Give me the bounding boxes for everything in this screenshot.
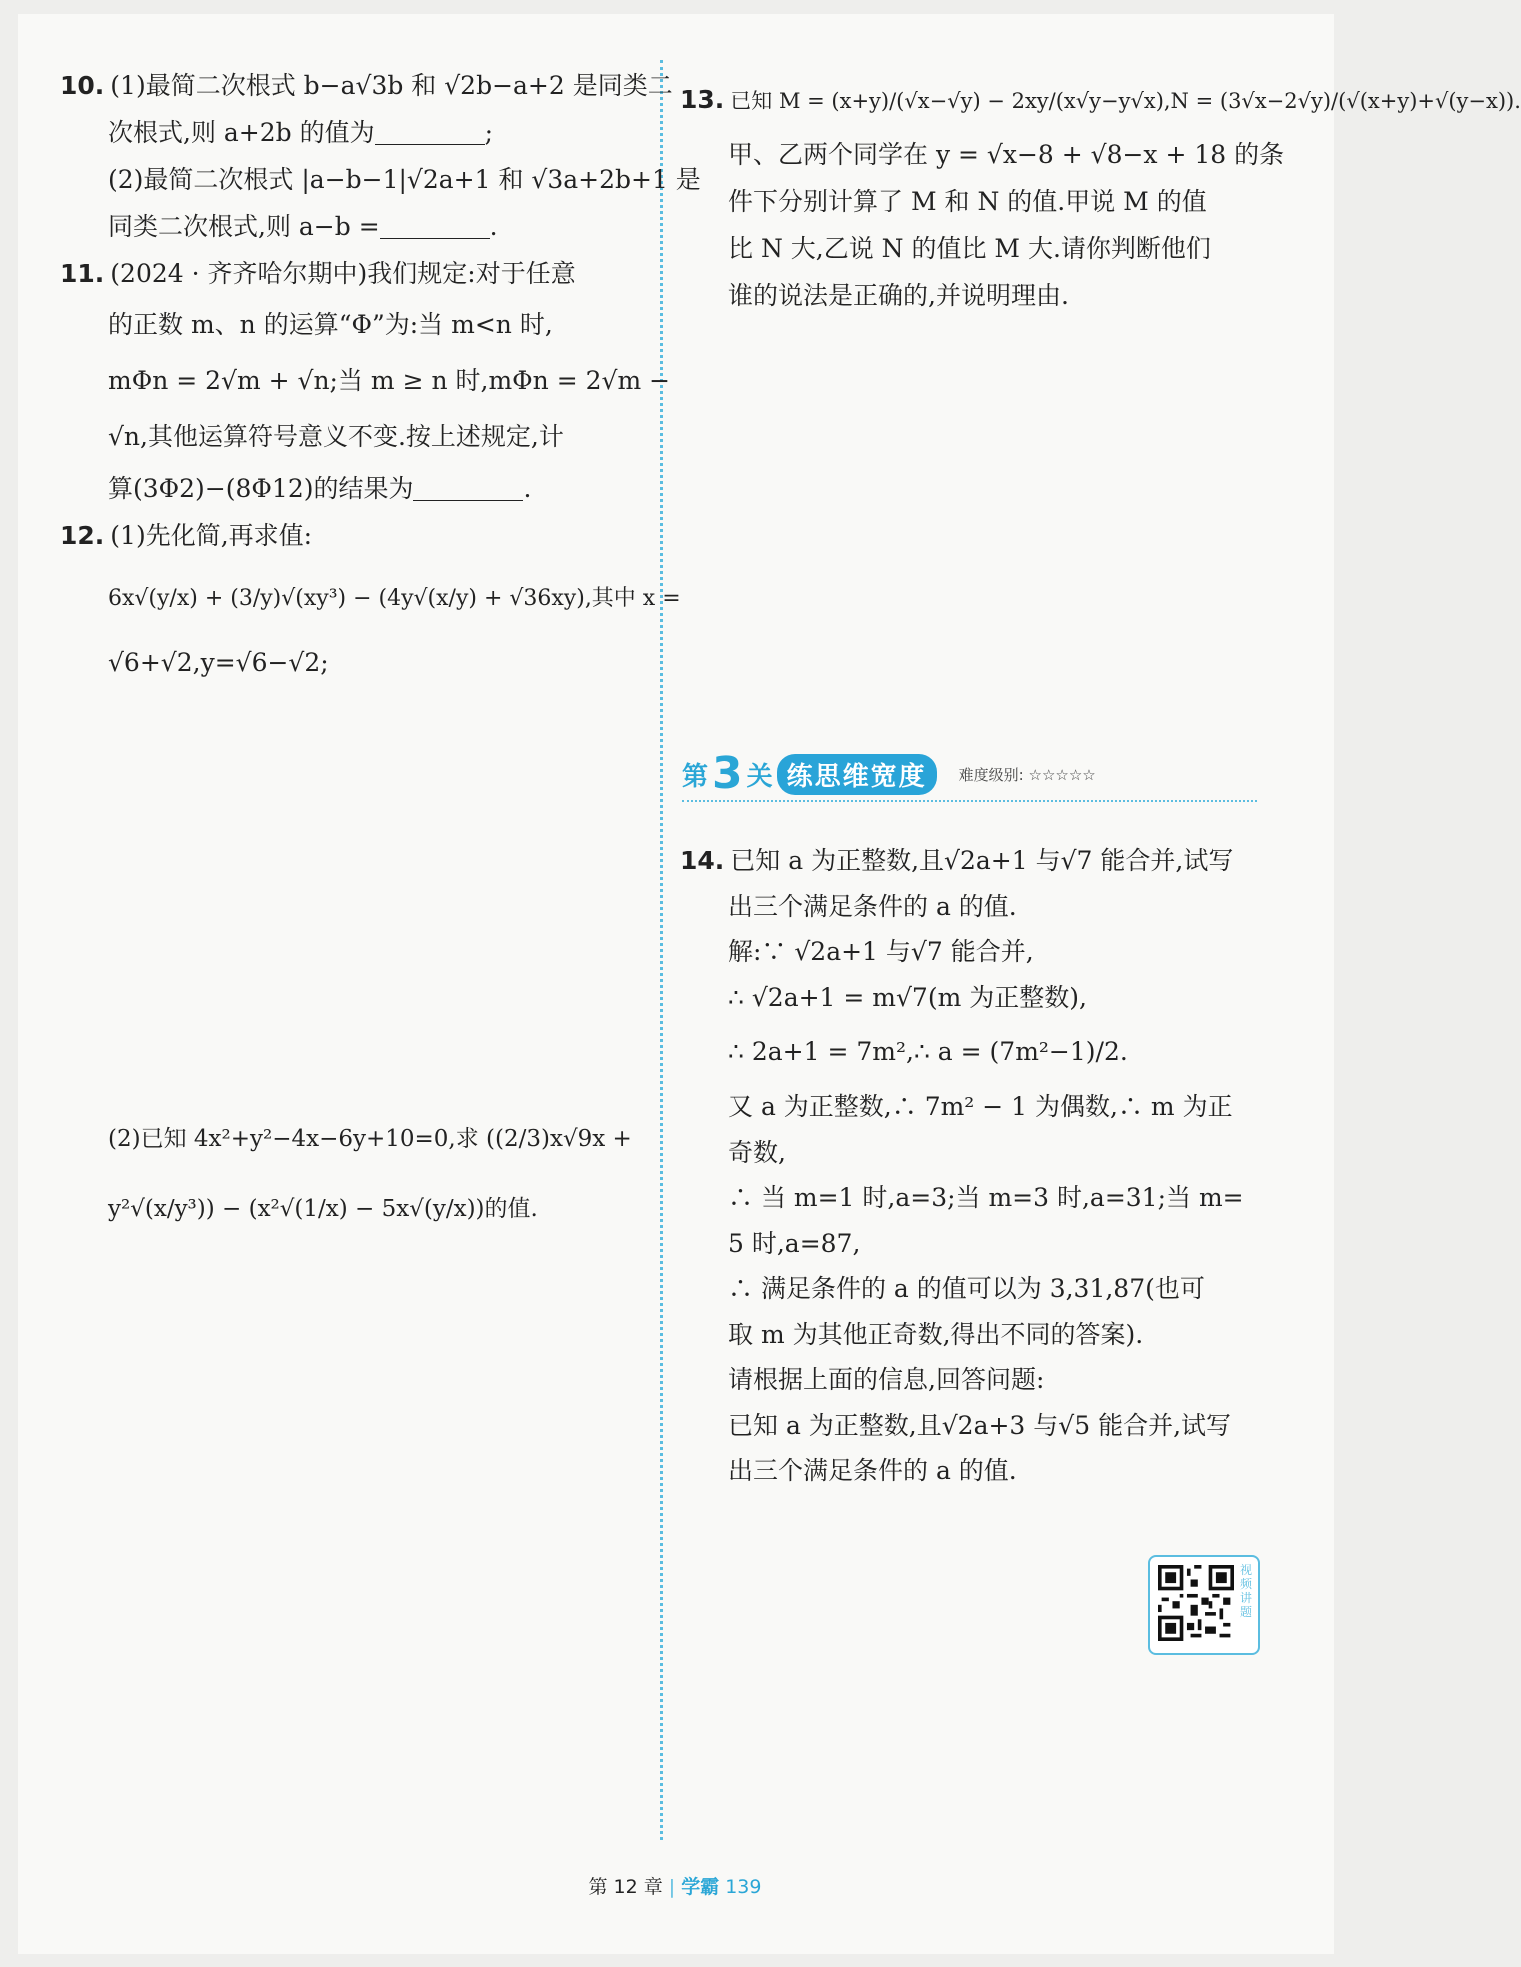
q13-line5: 谁的说法是正确的,并说明理由. xyxy=(728,281,1069,310)
chapter-label: 第 12 章 xyxy=(588,1876,663,1898)
q13-line4: 比 N 大,乙说 N 的值比 M 大.请你判断他们 xyxy=(728,234,1211,263)
q14-solution-10: 请根据上面的信息,回答问题: xyxy=(728,1365,1045,1394)
q11-line1: (2024 · 齐齐哈尔期中)我们规定:对于任意 xyxy=(110,259,576,288)
q11-line4: √n,其他运算符号意义不变.按上述规定,计 xyxy=(108,422,564,451)
question-number: 13. xyxy=(680,85,725,114)
q12-part2-line1: (2)已知 4x²+y²−4x−6y+10=0,求 ((2/3)x√9x + xyxy=(108,1126,632,1152)
punctuation: ; xyxy=(484,118,494,147)
question-12 xyxy=(60,512,681,1244)
question-14 xyxy=(680,838,1280,1494)
question-number: 12. xyxy=(60,521,105,550)
q14-solution-5: 奇数, xyxy=(728,1137,786,1167)
right-column xyxy=(680,70,1521,319)
left-column xyxy=(60,62,701,1244)
q14-solution-9: 取 m 为其他正奇数,得出不同的答案). xyxy=(728,1319,1144,1349)
question-13 xyxy=(680,70,1521,319)
q14-solution-4: 又 a 为正整数,∴ 7m² − 1 为偶数,∴ m 为正 xyxy=(728,1092,1233,1121)
q14-line1: 已知 a 为正整数,且√2a+1 与√7 能合并,试写 xyxy=(730,846,1234,875)
q11-line3: mΦn = 2√m + √n;当 m ≥ n 时,mΦn = 2√m − xyxy=(108,366,671,395)
q13-line3: 件下分别计算了 M 和 N 的值.甲说 M 的值 xyxy=(728,187,1207,216)
q11-line5: 算(3Φ2)−(8Φ12)的结果为 xyxy=(108,474,414,503)
qr-label: 视频讲题 xyxy=(1240,1563,1253,1619)
section-prefix: 第 xyxy=(682,761,709,792)
section-suffix: 关 xyxy=(746,761,773,792)
question-11 xyxy=(60,250,671,512)
question-number: 14. xyxy=(680,846,725,875)
qr-code-icon xyxy=(1158,1565,1234,1641)
q14-solution-8: ∴ 满足条件的 a 的值可以为 3,31,87(也可 xyxy=(728,1274,1205,1303)
q14-solution-12: 出三个满足条件的 a 的值. xyxy=(728,1456,1017,1485)
punctuation: . xyxy=(523,474,532,503)
q12-part1-values: √6+√2,y=√6−√2; xyxy=(108,648,329,677)
section-header xyxy=(682,748,1272,812)
section-title: 练思维宽度 xyxy=(777,754,937,795)
difficulty-rating: 难度级别: ☆☆☆☆☆ xyxy=(958,765,1096,784)
page-number: 139 xyxy=(725,1876,762,1898)
question-number: 11. xyxy=(60,259,105,288)
q14-solution-7: 5 时,a=87, xyxy=(728,1228,861,1258)
section-number: 3 xyxy=(712,748,743,799)
q14-solution-1: 解:∵ √2a+1 与√7 能合并, xyxy=(728,937,1034,966)
q12-part1-title: (1)先化简,再求值: xyxy=(110,521,313,550)
section-divider xyxy=(682,800,1257,802)
video-qr-code[interactable] xyxy=(1148,1555,1260,1655)
answer-space[interactable] xyxy=(60,686,650,1104)
q13-line1: 已知 M = (x+y)/(√x−√y) − 2xy/(x√y−y√x),N = (3√x−2√y)/(√(x+y)+√(y−x)). xyxy=(730,89,1521,113)
punctuation: . xyxy=(489,212,498,241)
q10-part1-line2: 次根式,则 a+2b 的值为 xyxy=(108,118,375,147)
q11-line2: 的正数 m、n 的运算“Φ”为:当 m<n 时, xyxy=(108,310,553,339)
q10-part2-line2: 同类二次根式,则 a−b = xyxy=(108,212,380,241)
q14-line2: 出三个满足条件的 a 的值. xyxy=(728,891,1017,921)
answer-blank[interactable] xyxy=(380,213,490,239)
q12-part2-line2: y²√(x/y³)) − (x²√(1/x) − 5x√(y/x))的值. xyxy=(108,1196,538,1222)
q12-part1-expression: 6x√(y/x) + (3/y)√(xy³) − (4y√(x/y) + √36xy),其中 x = xyxy=(108,586,681,611)
q13-line2: 甲、乙两个同学在 y = √x−8 + √8−x + 18 的条 xyxy=(728,140,1285,169)
q10-part1-line1: (1)最简二次根式 b−a√3b 和 √2b−a+2 是同类二 xyxy=(110,71,673,100)
q14-solution-2: ∴ √2a+1 = m√7(m 为正整数), xyxy=(728,982,1087,1012)
answer-blank[interactable] xyxy=(413,475,523,501)
brand-label: 学霸 xyxy=(681,1876,720,1898)
question-10 xyxy=(60,62,701,250)
page-footer xyxy=(0,1872,1350,1899)
q10-part2-line1: (2)最简二次根式 |a−b−1|√2a+1 和 √3a+2b+1 是 xyxy=(108,165,701,194)
q14-solution-11: 已知 a 为正整数,且√2a+3 与√5 能合并,试写 xyxy=(728,1410,1232,1440)
footer-separator: | xyxy=(668,1876,676,1898)
q14-solution-3: ∴ 2a+1 = 7m²,∴ a = (7m²−1)/2. xyxy=(728,1037,1128,1066)
q14-solution-6: ∴ 当 m=1 时,a=3;当 m=3 时,a=31;当 m= xyxy=(728,1183,1244,1212)
column-divider xyxy=(660,60,663,1840)
question-number: 10. xyxy=(60,71,105,100)
answer-blank[interactable] xyxy=(375,119,485,145)
